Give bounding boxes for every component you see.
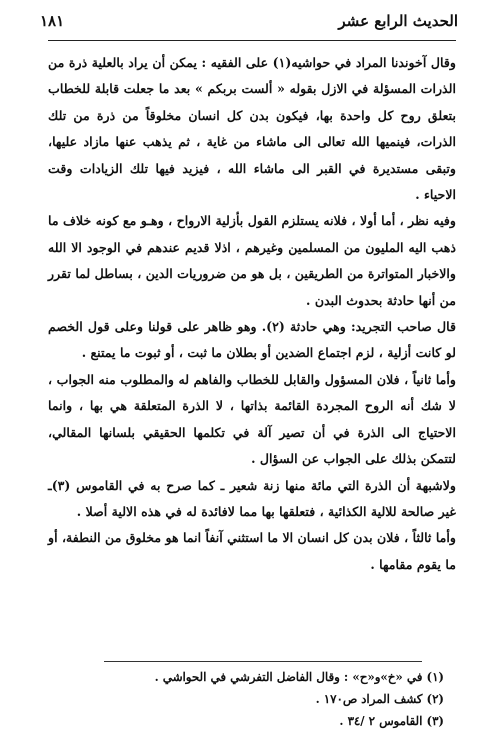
paragraph: وقال آخوندنا المراد في حواشيه(١) على الفقيه : يمكن أن يراد بالعلية ذرة من الذرات المسؤلة في الازل بقوله « ألست بربكم » بعد ما جعلت قابلة للخطاب بتعلق روح كل واحدة بها، فيكون بدن كل انسان مخلوقاً من ذرة من تلك الذرات، فينميها الله تعالى الى ماشاء من غاية ، ثم يذهب عنها مازاد عليها، وتبقى مستديرة في القبر الى ماشاء الله ، فيزيد فيها تلك الزيادات وقت الاحياء . <box>48 55 456 203</box>
paragraph: وأما ثانياً ، فلان المسؤول والقابل للخطاب والفاهم له والمطلوب منه الجواب ، لا شك أنه الروح المجردة القائمة بذاتها ، لا الذرة المتعلقة هي بها ، وانما الاحتياج الى الذرة في أن تصير آلة في تكلمها الحقيقي بلسانها المقالي، لتتمكن بذلك على الجواب عن السؤال . <box>48 371 456 467</box>
page-number: ١٨١ <box>40 12 65 30</box>
header-rule <box>48 40 456 41</box>
paragraph: وفيه نظر ، أما أولا ، فلانه يستلزم القول بأزلية الارواح ، وهـو مع كونه خلاف ما ذهب اليه المليون من المسلمين وغيرهم ، اذلا قديم عندهم في الوجود الا الله والاخبار المتواترة من الطريقين ، بل هو من ضروريات الدين ، بساطل لما تقرر من أنها حادثة بحدوث البدن . <box>48 213 456 308</box>
footnote-rule <box>104 661 422 662</box>
paragraph: قال صاحب التجريد: وهي حادثة (٢). وهو ظاهر على قولنا وعلى قول الخصم لو كانت أزلية ، لزم اجتماع الضدين أو بطلان ما ثبت ، أو ثبوت ما يمتنع . <box>48 319 456 361</box>
footnote: (٢) كشف المراد ص١٧٠ . <box>315 692 444 706</box>
footnote: (٣) القاموس ٢ /٣٤ . <box>339 714 444 728</box>
paragraph: وأما ثالثاً ، فلان بدن كل انسان الا ما استثني آنفاً انما هو مخلوق من النطفة، أو ما يقوم مقامها . <box>48 530 456 572</box>
paragraph: ولاشبهة أن الذرة التي مائة منها زنة شعير ـ كما صرح به في القاموس (٣)ـ غير صالحة للالية الكذائية ، فتعلقها بها مما لافائدة له في هذه الالية أصلا . <box>48 477 456 519</box>
running-header <box>40 10 458 36</box>
running-title: الحديث الرابع عشر <box>338 12 458 30</box>
main-text <box>48 50 456 578</box>
footnote: (١) في «خ»و«ح» : وقال الفاضل التفرشي في الحواشي . <box>154 670 444 684</box>
footnotes <box>60 666 444 732</box>
